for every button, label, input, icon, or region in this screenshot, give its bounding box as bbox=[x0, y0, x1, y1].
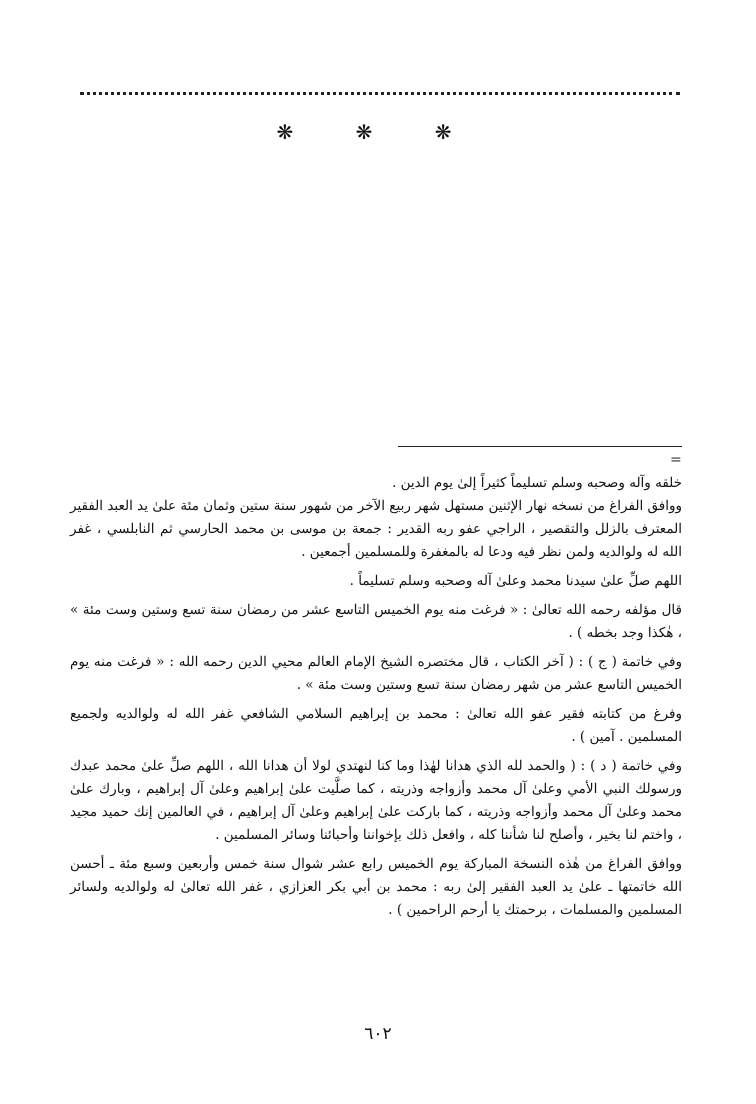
dotted-separator bbox=[80, 92, 680, 95]
paragraph: وفي خاتمة ( د ) : ( والحمد لله الذي هدانا لهٰذا وما كنا لنهتدي لولا أن هدانا الله ، اللهم صلِّ علىٰ محمد عبدك ورسولك النبي الأمي وعلىٰ آل محمد وأزواجه وذريته ، كما صلَّيت علىٰ إبراهيم وعلىٰ آل إبراهيم ، وبارك علىٰ محمد وعلىٰ آل محمد وأزواجه وذريته ، كما باركت علىٰ إبراهيم وعلىٰ آل إبراهيم ، في العالمين إنك حميد مجيد ، واختم لنا بخير ، وأصلح لنا شأننا كله ، وافعل ذلك بإخواننا وأحبائنا وسائر المسلمين . bbox=[70, 758, 682, 843]
paragraph: اللهم صلِّ علىٰ سيدنا محمد وعلىٰ آله وصحبه وسلم تسليماً . bbox=[349, 573, 682, 589]
page-number: ٦٠٢ bbox=[364, 1024, 392, 1044]
paragraph: ووافق الفراغ من هٰذه النسخة المباركة يوم الخميس رابع عشر شوال سنة خمس وأربعين وسبع مئة ـ أحسن الله خاتمتها ـ علىٰ يد العبد الفقير إلىٰ ربه : محمد بن أبي بكر العزازي ، غفر الله تعالىٰ له ولوالديه ولسائر المسلمين والمسلمات ، برحمتك يا أرحم الراحمين ) . bbox=[70, 856, 682, 918]
footnote-text bbox=[70, 472, 682, 928]
paragraph: وفرغ من كتابته فقير عفو الله تعالىٰ : محمد بن إبراهيم السلامي الشافعي غفر الله له ولوالديه ولجميع المسلمين . آمين ) . bbox=[70, 706, 682, 745]
ornament-divider: ❋ ❋ ❋ bbox=[276, 120, 480, 144]
footnote-separator bbox=[398, 446, 682, 447]
footnote-continuation-mark: = bbox=[670, 452, 682, 468]
paragraph: قال مؤلفه رحمه الله تعالىٰ : « فرغت منه يوم الخميس التاسع عشر من رمضان سنة تسع وستين وست مئة » ، هٰكذا وجد بخطه ) . bbox=[70, 602, 682, 641]
paragraph: ووافق الفراغ من نسخه نهار الإثنين مستهل شهر ربيع الآخر من شهور سنة ستين وثمان مئة علىٰ يد العبد الفقير المعترف بالزلل والتقصير ، الراجي عفو ربه القدير : جمعة بن موسى بن محمد الحارسي ثم النابلسي ، غفر الله له ولوالديه ولمن نظر فيه ودعا له بالمغفرة وللمسلمين أجمعين . bbox=[70, 498, 682, 560]
paragraph: وفي خاتمة ( ج ) : ( آخر الكتاب ، قال مختصره الشيخ الإمام العالم محيي الدين رحمه الله : « فرغت منه يوم الخميس التاسع عشر من شهر رمضان سنة تسع وستين وست مئة » . bbox=[70, 654, 682, 693]
paragraph: خلقه وآله وصحبه وسلم تسليماً كثيراً إلىٰ يوم الدين . bbox=[392, 475, 682, 491]
